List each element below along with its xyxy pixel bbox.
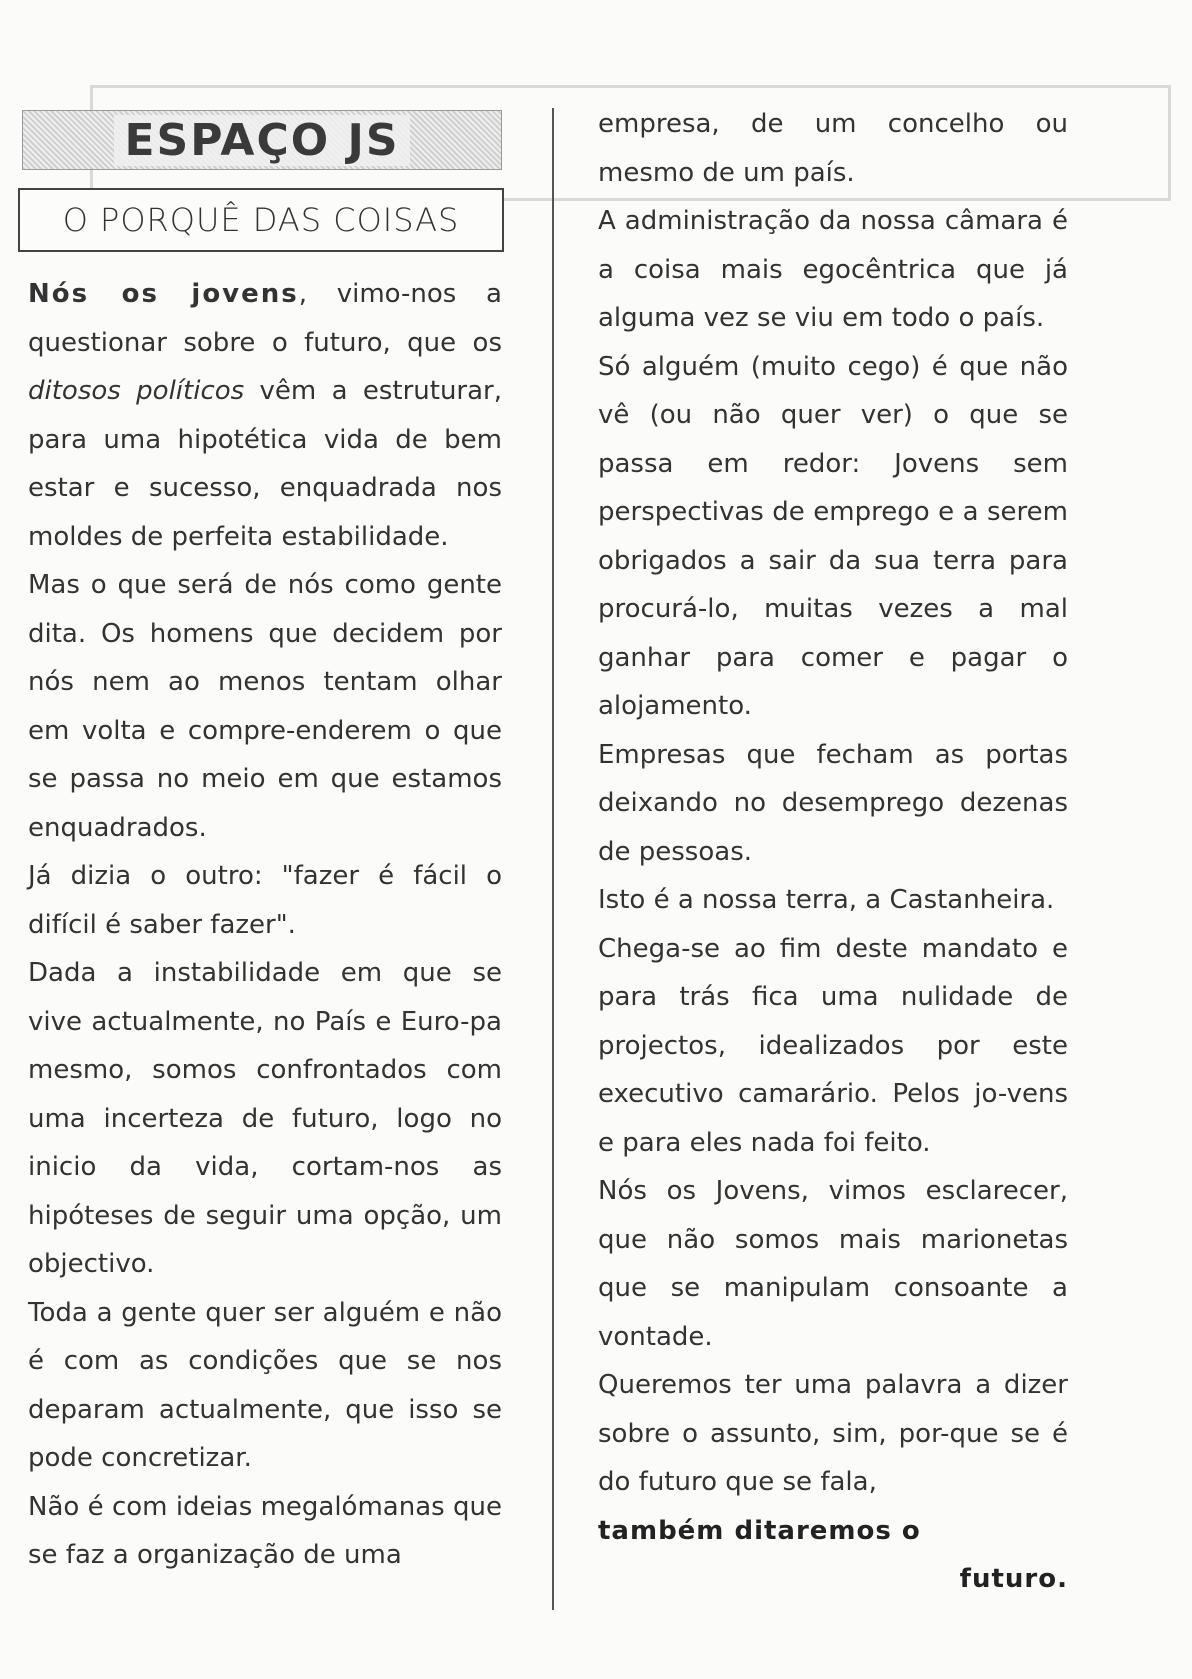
- paragraph: empresa, de um concelho ou mesmo de um país.: [598, 109, 1068, 188]
- article-title: O PORQUÊ DAS COISAS: [62, 201, 460, 239]
- paragraph: Queremos ter uma palavra a dizer sobre o assunto, sim, por-que se é do futuro que se fala,: [598, 1370, 1068, 1497]
- paragraph: Não é com ideias megalómanas que se faz a organização de uma: [28, 1491, 502, 1570]
- section-header: [22, 110, 502, 170]
- paragraph: Já dizia o outro: "fazer é fácil o difícil é saber fazer".: [28, 861, 502, 940]
- paragraph: Isto é a nossa terra, a Castanheira.: [598, 885, 1055, 915]
- paragraph: Mas o que será de nós como gente dita. Os homens que decidem por nós nem ao menos tentam olhar em volta e compre-enderem o que se passa no meio em que estamos enquadrados.: [28, 570, 502, 843]
- closing-line: também ditaremos o: [598, 1515, 921, 1546]
- paragraph: Nós os Jovens, vimos esclarecer, que não somos mais marionetas que se manipulam consoante a vontade.: [598, 1176, 1068, 1352]
- closing-line-end: futuro.: [959, 1564, 1068, 1594]
- paragraph: Chega-se ao fim deste mandato e para trás fica uma nulidade de projectos, idealizados por este executivo camarário. Pelos jo-vens e para eles nada foi feito.: [598, 933, 1068, 1158]
- lead-text: Nós os jovens: [28, 279, 299, 309]
- paragraph: Toda a gente quer ser alguém e não é com as condições que se nos deparam actualmente, que isso se pode concretizar.: [28, 1297, 502, 1473]
- text: vêm a estruturar, para uma hipotética vida de bem estar e sucesso, enquadrada nos moldes de perfeita estabilidade.: [28, 376, 502, 552]
- article-title-box: [18, 188, 504, 252]
- text: , vimo-nos a questionar sobre o futuro, que os: [28, 279, 502, 358]
- column-divider: [552, 108, 554, 1610]
- column-left: [28, 270, 502, 1580]
- paragraph: A administração da nossa câmara é a coisa mais egocêntrica que já alguma vez se viu em todo o país.: [598, 206, 1068, 333]
- section-title: ESPAÇO JS: [114, 115, 409, 166]
- paragraph: Dada a instabilidade em que se vive actualmente, no País e Euro-pa mesmo, somos confrontados com uma incerteza de futuro, logo no inicio da vida, cortam-nos as hipóteses de seguir uma opção, um objectivo.: [28, 958, 502, 1279]
- paragraph: [28, 270, 502, 561]
- paragraph: Empresas que fecham as portas deixando no desemprego dezenas de pessoas.: [598, 739, 1068, 867]
- italic-text: ditosos políticos: [28, 376, 245, 406]
- column-right: [598, 100, 1068, 1604]
- paragraph: Só alguém (muito cego) é que não vê (ou não quer ver) o que se passa em redor: Jovens sem perspectivas de emprego e a serem obrigados a sair da sua terra para procurá-lo, muitas vezes a mal ganhar para comer e pagar o alojamento.: [598, 351, 1068, 721]
